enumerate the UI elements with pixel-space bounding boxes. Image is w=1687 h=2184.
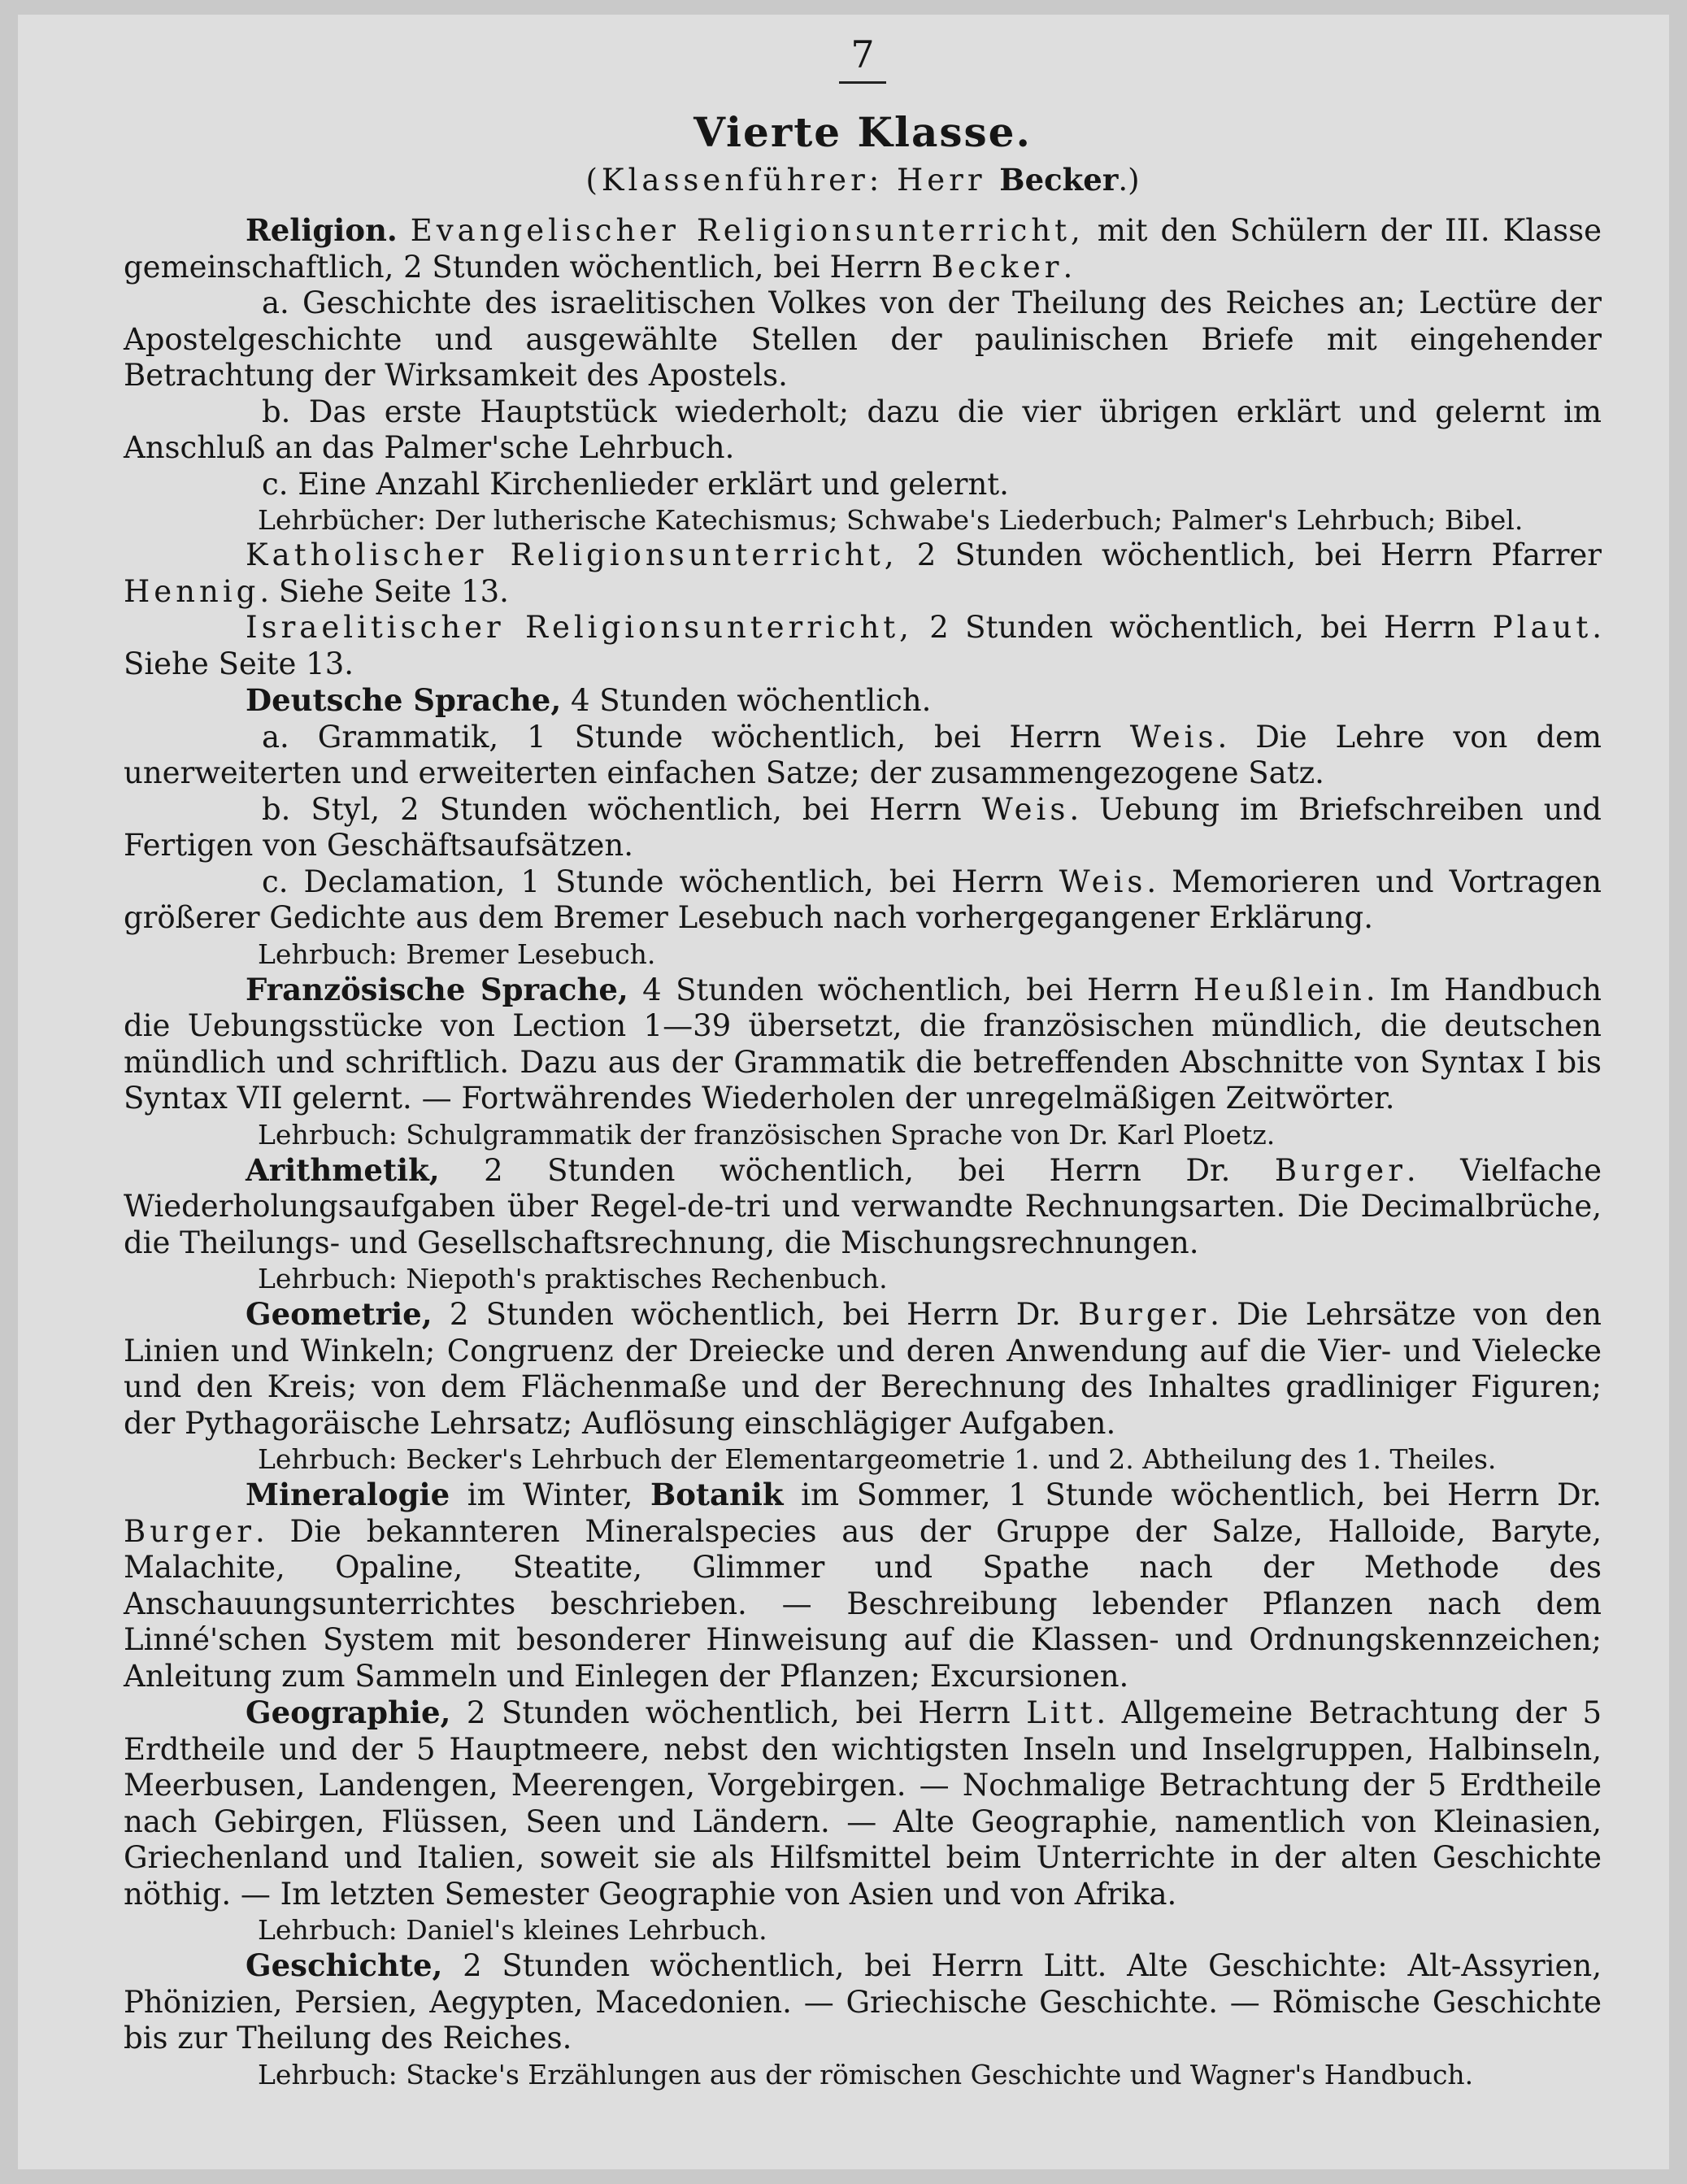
arithmetic-section: Arithmetik, 2 Stunden wöchentlich, bei Herrn Dr. Burger. Vielfache Wiederholungsaufgaben über Regel-de-tri und verwandte Rechnungsarten. Die Decimalbrüche, die Theilungs- und Gesellschaftsrechnung, die Mischungsrechnungen. (124, 1151, 1602, 1260)
religion-a: a. Geschichte des israelitischen Volkes von der Theilung des Reiches an; Lectüre der Apostelgeschichte und ausgewählte Stellen der paulinischen Briefe mit eingehender Betrachtung der Wirksamkeit des Apostels. (124, 285, 1602, 393)
religion-b: b. Das erste Hauptstück wiederholt; dazu die vier übrigen erklärt und gelernt im Anschluß an das Palmer'sche Lehrbuch. (124, 394, 1602, 465)
history-book: Lehrbuch: Stacke's Erzählungen aus der römischen Geschichte und Wagner's Handbuch. (258, 2058, 1474, 2090)
geometry-section: Geometrie, 2 Stunden wöchentlich, bei Herrn Dr. Burger. Die Lehrsätze von den Linien und Winkeln; Congruenz der Dreiecke und deren Anwendung auf die Vier- und Vielecke und den Kreis; von dem Flächenmaße und der Berechnung des Inhaltes gradliniger Figuren; der Pythagoräische Lehrsatz; Auflösung einschlägiger Aufgaben. (124, 1296, 1602, 1441)
page (18, 15, 1669, 2169)
french-section: Französische Sprache, 4 Stunden wöchentlich, bei Herrn Heußlein. Im Handbuch die Uebungsstücke von Lection 1—39 übersetzt, die französischen mündlich, die deutschen mündlich und schriftlich. Dazu aus der Grammatik die betreffenden Abschnitte von Syntax I bis Syntax VII gelernt. — Fortwährendes Wiederholen der unregelmäßigen Zeitwörter. (124, 971, 1602, 1116)
mineralogy-section: Mineralogie im Winter, Botanik im Sommer, 1 Stunde wöchentlich, bei Herrn Dr. Burger. Die bekannteren Mineralspecies aus der Gruppe der Salze, Halloide, Baryte, Malachite, Opaline, Steatite, Glimmer und Spathe nach der Methode des Anschauungsunterrichtes beschrieben. — Beschreibung lebender Pflanzen nach dem Linné'schen System mit besonderer Hinweisung auf die Klassen- und Ordnungskennzeichen; Anleitung zum Sammeln und Einlegen der Pflanzen; Excursionen. (124, 1477, 1602, 1694)
french-book: Lehrbuch: Schulgrammatik der französischen Sprache von Dr. Karl Ploetz. (258, 1118, 1276, 1151)
german-b: b. Styl, 2 Stunden wöchentlich, bei Herrn Weis. Uebung im Briefschreiben und Fertigen von Geschäftsaufsätzen. (124, 791, 1602, 863)
arithmetic-book: Lehrbuch: Niepoth's praktisches Rechenbuch. (258, 1263, 888, 1294)
page-content (124, 15, 1602, 2092)
german-c: c. Declamation, 1 Stunde wöchentlich, bei Herrn Weis. Memorieren und Vortragen größerer Gedichte aus dem Bremer Lesebuch nach vorhergegangener Erklärung. (124, 864, 1602, 935)
geography-section: Geographie, 2 Stunden wöchentlich, bei Herrn Litt. Allgemeine Betrachtung der 5 Erdtheile und der 5 Hauptmeere, nebst den wichtigsten Inseln und Inselgruppen, Halbinseln, Meerbusen, Landengen, Meerengen, Vorgebirgen. — Nochmalige Betrachtung der 5 Erdtheile nach Gebirgen, Flüssen, Seen und Ländern. — Alte Geographie, namentlich von Kleinasien, Griechenland und Italien, soweit sie als Hilfsmittel beim Unterrichte in der alten Geschichte nöthig. — Im letzten Semester Geographie von Asien und von Afrika. (124, 1695, 1602, 1912)
religion-section: Religion. Evangelischer Religionsunterricht, mit den Schülern der III. Klasse gemeinschaftlich, 2 Stunden wöchentlich, bei Herrn Becker. (124, 212, 1602, 285)
german-a: a. Grammatik, 1 Stunde wöchentlich, bei Herrn Weis. Die Lehre von dem unerweiterten und erweiterten einfachen Satze; der zusammengezogene Satz. (124, 719, 1602, 790)
religion-books: Lehrbücher: Der lutherische Katechismus; Schwabe's Liederbuch; Palmer's Lehrbuch; Bibel. (258, 504, 1524, 536)
religion-c: c. Eine Anzahl Kirchenlieder erklärt und gelernt. (262, 466, 1009, 502)
page-number: 7 (124, 15, 1602, 88)
history-section: Geschichte, 2 Stunden wöchentlich, bei Herrn Litt. Alte Geschichte: Alt-Assyrien, Phönizien, Persien, Aegypten, Macedonien. — Griechische Geschichte. — Römische Geschichte bis zur Theilung des Reiches. (124, 1947, 1602, 2056)
german-book: Lehrbuch: Bremer Lesebuch. (258, 938, 656, 970)
israelite-religion: Israelitischer Religionsunterricht, 2 Stunden wöchentlich, bei Herrn Plaut. Siehe Seite 13. (124, 610, 1602, 681)
class-leader: (Klassenführer: Herr Becker.) (585, 162, 1140, 198)
geography-book: Lehrbuch: Daniel's kleines Lehrbuch. (258, 1914, 767, 1946)
german-section: Deutsche Sprache, 4 Stunden wöchentlich. (246, 682, 932, 718)
geometry-book: Lehrbuch: Becker's Lehrbuch der Elementargeometrie 1. und 2. Abtheilung des 1. Theiles. (258, 1443, 1497, 1475)
catholic-religion: Katholischer Religionsunterricht, 2 Stunden wöchentlich, bei Herrn Pfarrer Hennig. Siehe Seite 13. (124, 537, 1602, 609)
page-title: Vierte Klasse. (693, 108, 1032, 156)
